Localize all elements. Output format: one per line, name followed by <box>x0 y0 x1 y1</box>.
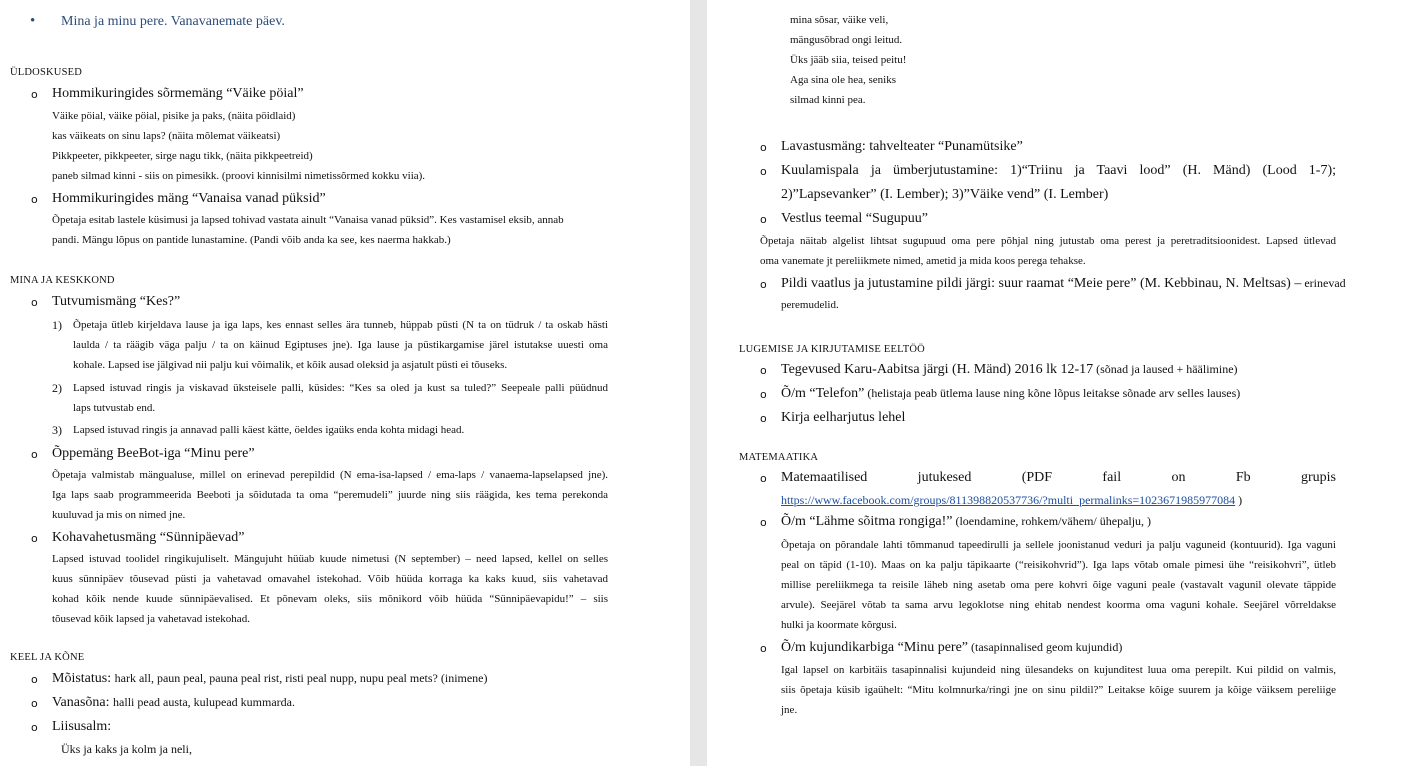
circle-bullet-icon: o <box>31 296 38 309</box>
paragraph-line: Lapsed istuvad toolidel ringikujuliselt. Mängujuht hüüab kuude nimetusi (N september) – need lapsed, kellel on selles <box>52 553 608 565</box>
item-title <box>781 514 1151 530</box>
poem-line: paneb silmad kinni - siis on pimesikk. (proovi kinnisilmi nimetissõrmed kokku viia). <box>52 170 426 182</box>
paragraph-line: Lapsed istuvad ringis ja viskavad üksteisele palli, küsides: “Kes sa oled ja kust sa tuled?” Seepeale palli püüdnud <box>73 382 608 394</box>
list-number: 1) <box>52 318 62 332</box>
poem-line: Pikkpeeter, pikkpeeter, sirge nagu tikk, (näita pikkpeetreid) <box>52 150 313 162</box>
item-label: Mõistatus: <box>52 671 115 686</box>
section-heading-uldoskused: ÜLDOSKUSED <box>10 67 83 78</box>
document-page-right <box>707 0 1406 766</box>
item-title: Õppemäng BeeBot-iga “Minu pere” <box>52 446 255 461</box>
paragraph-line: Õpetaja esitab lastele küsimusi ja lapsed tohivad vastata ainult “Vanaisa vanad püksid”. Kes vastamisel eksib, annab <box>52 214 564 226</box>
section-heading-matemaatika: MATEMAATIKA <box>739 452 819 463</box>
paragraph-line: peremudelid. <box>781 299 839 311</box>
item-title: Vestlus teemal “Sugupuu” <box>781 211 928 226</box>
poem-line: Väike pöial, väike pöial, pisike ja paks, (näita pöidlaid) <box>52 110 296 122</box>
link-close: ) <box>1235 493 1243 507</box>
paragraph-line: Lapsed istuvad ringis ja annavad palli käest kätte, öeldes igaüks enda kohta midagi head. <box>73 424 465 436</box>
list-number: 2) <box>52 381 62 395</box>
item-title: Hommikuringides sõrmemäng “Väike pöial” <box>52 86 304 101</box>
circle-bullet-icon: o <box>760 412 767 425</box>
paragraph-line: millise pereliikmega ta reisile läheb ning asetab oma pere kohvri õige vaguni peale (vastavalt vagunil olevate täppide <box>781 579 1336 591</box>
paragraph-line: peal on täpid (1-10). Maas on ka palju täpikaarte (“reisikohvrid”). Iga laps võtab omale pimesi ühe “reisikohvri”, ütleb <box>781 559 1336 571</box>
circle-bullet-icon: o <box>760 364 767 377</box>
circle-bullet-icon: o <box>31 697 38 710</box>
bullet-dot-icon: • <box>30 13 36 29</box>
paragraph-line: Iga laps saab programmeerida Beeboti ja sõidutada ta oma “peremudeli” juurde ning siis räägida, kes tema perekonda <box>52 489 608 501</box>
item-label: Vanasõna: <box>52 695 114 710</box>
circle-bullet-icon: o <box>760 642 767 655</box>
paragraph-line: Õpetaja on põrandale lahti tõmmanud tapeedirulli ja sellele joonistanud veduri ja palju vaguneid (kontuurid). Iga vaguni <box>781 539 1336 551</box>
list-number: 3) <box>52 423 62 437</box>
item-title <box>781 276 1346 292</box>
paragraph-line: laps tutvustab end. <box>73 402 156 414</box>
item-title: Kuulamispala ja ümberjutustamine: 1)“Triinu ja Taavi lood” (H. Mänd) (Lood 1-7); <box>781 163 1336 178</box>
facebook-group-link[interactable]: https://www.facebook.com/groups/811398820537736/?multi_permalinks=1023671985977084 <box>781 493 1236 507</box>
poem-line: silmad kinni pea. <box>790 94 866 106</box>
poem-line: kas väikeats on sinu laps? (näita mõlemat väikeatsi) <box>52 130 281 142</box>
circle-bullet-icon: o <box>760 165 767 178</box>
item-proverb <box>52 695 295 711</box>
circle-bullet-icon: o <box>760 516 767 529</box>
item-main: Õ/m “Lähme sõitma rongiga!” <box>781 514 953 529</box>
item-title <box>781 386 1240 402</box>
paragraph-line: Õpetaja näitab algelist lihtsat sugupuud oma pere põhjal ning jutustab oma perest ja peretraditsioonidest. Lapsed ütlevad <box>760 235 1336 247</box>
poem-line: mina sõsar, väike veli, <box>790 14 889 26</box>
item-main: Tegevused Karu-Aabitsa järgi (H. Mänd) 2016 lk 12-17 <box>781 362 1094 377</box>
paragraph-line: kohale. Lapsed ise jälgivad nii palju kui võimalik, et kõik ausad oleksid ja asjatult püsti ei tõuseks. <box>73 359 508 371</box>
circle-bullet-icon: o <box>760 213 767 226</box>
paragraph-line: kuus sünnipäev tõusevad püsti ja vahetavad omavahel istekohad. Võib hüüda korraga ka kaks kuud, siis vahetavad <box>52 573 608 585</box>
paragraph-line: tõusevad kõik lapsed ja vahetavad istekohad. <box>52 613 250 625</box>
circle-bullet-icon: o <box>31 532 38 545</box>
item-title: Liisusalm: <box>52 719 112 734</box>
paragraph-line: Õpetaja valmistab mängualuse, millel on erinevad perepildid (N ema-isa-lapsed / ema-laps / vanaema-lapselapsed jne). <box>52 469 608 481</box>
section-heading-lugemise-eeltoo: LUGEMISE JA KIRJUTAMISE EELTÖÖ <box>739 344 925 355</box>
poem-line: Aga sina ole hea, seniks <box>790 74 896 86</box>
poem-line: Üks jääb siia, teised peitu! <box>790 54 907 66</box>
item-small: (loendamine, rohkem/vähem/ ühepalju, ) <box>952 514 1152 528</box>
item-title: Kirja eelharjutus lehel <box>781 410 906 425</box>
item-title: Kohavahetusmäng “Sünnipäevad” <box>52 530 245 545</box>
poem-line: Üks ja kaks ja kolm ja neli, <box>61 742 192 756</box>
item-small: erinevad <box>1301 276 1346 290</box>
paragraph-line: hulki ja koormate kõrgusi. <box>781 619 897 631</box>
item-title: Tutvumismäng “Kes?” <box>52 294 181 309</box>
item-text: halli pead austa, kulupead kummarda. <box>113 695 295 709</box>
item-main: Õ/m kujundikarbiga “Minu pere” <box>781 640 969 655</box>
item-title: Lavastusmäng: tahvelteater “Punamütsike” <box>781 139 1023 154</box>
item-title <box>781 640 1122 656</box>
item-title: Hommikuringides mäng “Vanaisa vanad püksid” <box>52 191 326 206</box>
item-main: Õ/m “Telefon” <box>781 386 865 401</box>
paragraph-line: kuuluvad ja mis on nimed jne. <box>52 509 186 521</box>
paragraph-line: laulda / ta räägib väga palju / ta on käinud Egiptuses jne). Iga lause ja püstikargamise järel istutakse uuesti oma <box>73 339 608 351</box>
section-heading-mina-ja-keskkond: MINA JA KESKKOND <box>10 275 115 286</box>
document-page-left <box>0 0 690 766</box>
paragraph-line: Igal lapsel on karbitäis tasapinnalisi kujundeid ning ülesandeks on kujunditest luua oma perepilt. Kui pildid on valmis, <box>781 664 1336 676</box>
item-small: (sõnad ja laused + häälimine) <box>1093 362 1238 376</box>
paragraph-line: pandi. Mängu lõpus on pantide lunastamine. (Pandi võib anda ka see, kes naerma hakkab.) <box>52 234 451 246</box>
item-small: (tasapinnalised geom kujundid) <box>968 640 1123 654</box>
item-small: (helistaja peab ütlema lause ning kõne lõpus leitakse sõnade arv selles lauses) <box>864 386 1241 400</box>
paragraph-line: kohad kõik nende kuude sünnipäevalised. Et põnevam oleks, siis mõnikord võib hüüda “Sünnipäevapidu!” – siis <box>52 593 608 605</box>
circle-bullet-icon: o <box>760 472 767 485</box>
item-main: Pildi vaatlus ja jutustamine pildi järgi: suur raamat “Meie pere” (M. Kebbinau, N. Meltsas) – <box>781 276 1302 291</box>
circle-bullet-icon: o <box>31 193 38 206</box>
top-bullet-title: Mina ja minu pere. Vanavanemate päev. <box>61 14 285 29</box>
paragraph-line: jne. <box>781 704 798 716</box>
item-title-cont: 2)”Lapsevanker” (I. Lember); 3)”Väike vend” (I. Lember) <box>781 187 1109 202</box>
circle-bullet-icon: o <box>31 721 38 734</box>
circle-bullet-icon: o <box>760 388 767 401</box>
poem-line: mängusõbrad ongi leitud. <box>790 34 903 46</box>
paragraph-line: oma vanemate jt pereliikmete nimed, ametid ja mida koos perega tehakse. <box>760 255 1086 267</box>
paragraph-line: siis õpetaja küsib igaühelt: “Mitu kolmnurka/ringi jne on sinu pildil?” Leitakse kõige suurem ja kõige väiksem pereliige <box>781 684 1336 696</box>
paragraph-line: Õpetaja ütleb kirjeldava lause ja iga laps, kes ennast selles ära tunneb, hüppab püsti (N ta on tüdruk / ta oskab hästi <box>73 319 608 331</box>
item-text: hark all, paun peal, pauna peal rist, risti peal nupp, nupu peal mets? (inimene) <box>114 671 488 685</box>
link-line <box>781 493 1242 508</box>
circle-bullet-icon: o <box>31 673 38 686</box>
paragraph-line: arvule). Seejärel võtab ta sama arvu legoklotse ning ehitab nendest koorma oma vaguni kohale. Seejärel võrreldakse <box>781 599 1336 611</box>
item-title <box>781 362 1238 378</box>
circle-bullet-icon: o <box>760 141 767 154</box>
circle-bullet-icon: o <box>31 88 38 101</box>
circle-bullet-icon: o <box>760 278 767 291</box>
item-riddle <box>52 671 488 687</box>
section-heading-keel-ja-kone: KEEL JA KÕNE <box>10 652 85 663</box>
item-title: Matemaatilised jutukesed (PDF fail on Fb grupis <box>781 470 1336 485</box>
circle-bullet-icon: o <box>31 448 38 461</box>
